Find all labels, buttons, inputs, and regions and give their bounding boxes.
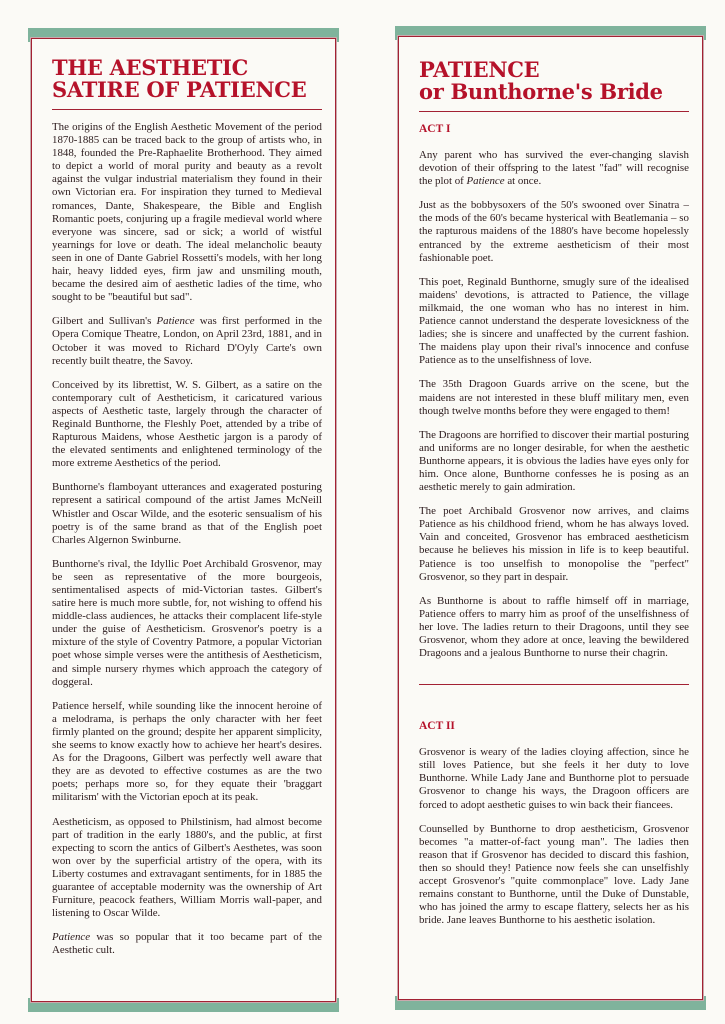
- right-synopsis-panel: [398, 36, 703, 1000]
- act1-paragraph-1: [419, 149, 689, 188]
- left-title-line1: THE AESTHETIC: [52, 55, 248, 80]
- left-paragraph-5: Bunthorne's rival, the Idyllic Poet Archibald Grosvenor, may be seen as representative of the more bourgeois, sentimentalised aspects of mid-Victorian tastes. Gilbert's satire here is much more subtle, for, not wishing to offend his middle-class audiences, he attacks their complacent life-style under the guise of Aestheticism. Grosvenor's poetry is a mixture of the style of Coventry Patmore, a popular Victorian poet whose simple verses were the antithesis of Aestheticism, and simple nursery rhymes which approach the category of doggeral.: [52, 557, 322, 688]
- left-p2-after: was first performed in the Opera Comique Theatre, London, on April 23rd, 1881, and in October it was moved to Richard D'Oyly Carte's own recently built theatre, the Savoy.: [52, 315, 322, 367]
- left-paragraph-4: Bunthorne's flamboyant utterances and exagerated posturing represent a satirical compound of the artist James McNeill Whistler and Oscar Wilde, and the esoteric sensualism of his poetry is of the same brand as that of the English poet Charles Algernon Swinburne.: [52, 481, 322, 546]
- right-synopsis-body: [419, 59, 689, 938]
- left-paragraph-7: Aestheticism, as opposed to Philstinism, had almost become part of tradition in the early 1880's, and the public, at first expecting to scorn the antics of Gilbert's Aesthetes, was soon won over by the superficial artistry of the opera, with its Liberty costumes and extravagant sentiments, for in 1885 the guarantee of acceptable modernity was the ownership of Art Furniture, peacock feathers, William Morris wall-paper, and listening to Oscar Wilde.: [52, 815, 322, 920]
- act-one-heading: ACT I: [419, 123, 451, 135]
- right-synopsis-title: [419, 59, 689, 103]
- left-last-after: was so popular that it too became part of the Aesthetic cult.: [52, 931, 322, 957]
- left-article-title: [52, 57, 322, 101]
- act-two-heading: ACT II: [419, 720, 455, 733]
- left-p2-italic-title: Patience: [156, 315, 195, 328]
- act1-p1-after: at once.: [504, 175, 542, 188]
- left-p2-before: Gilbert and Sullivan's: [52, 315, 157, 328]
- act2-paragraph-2: Counselled by Bunthorne to drop aestheticism, Grosvenor becomes "a matter-of-fact young man". The ladies then reason that if Grosvenor has decided to discard this fashion, then so should they! Patience now feels she can unselfishly accept Grosvenor's "quite commonplace" love. Lady Jane remains constant to Bunthorne, until the Duke of Dunstable, who has joined the army to escape flattery, selects her as his bride. Jane leaves Bunthorne to his aesthetic isolation.: [419, 822, 689, 927]
- act1-p1-italic-title: Patience: [466, 175, 505, 188]
- act2-paragraph-1: Grosvenor is weary of the ladies cloying affection, since he still loves Patience, but she feels it her duty to love Bunthorne. While Lady Jane and Bunthorne plot to persuade Grosvenor to change his ways, the Dragoon officers are forced to adopt aesthetic guises to win back their fiancees.: [419, 746, 689, 811]
- act1-paragraph-6: The poet Archibald Grosvenor now arrives, and claims Patience as his childhood friend, whom he has always loved. Vain and conceited, Grosvenor has embraced aestheticism because he believes his mission in life is to keep beautiful. Patience is too unselfish to monopolise the "perfect" Grosvenor, so they part in despair.: [419, 505, 689, 583]
- act1-paragraph-4: The 35th Dragoon Guards arrive on the scene, but the maidens are not interested in these bluff military men, even though twelve months before they were engaged to them!: [419, 378, 689, 417]
- act1-paragraph-2: Just as the bobbysoxers of the 50's swooned over Sinatra – the mods of the 60's became hysterical with Beatlemania – so the rapturous maidens of the 1880's have become hopelessly entranced by the extreme aestheticism of their most fashionable poet.: [419, 199, 689, 264]
- act1-paragraph-3: This poet, Reginald Bunthorne, smugly sure of the idealised maidens' devotions, is attracted to Patience, the village milkmaid, the one woman who has no interest in him. Patience cannot understand the desperate lovesickness of the ladies; she is sincere and unaffected by the current fashion. The maidens play upon their rival's innocence and confuse Patience as to the unselfishness of love.: [419, 275, 689, 367]
- left-paragraph-6: Patience herself, while sounding like the innocent heroine of a melodrama, is perhaps the only character with her feet firmly planted on the ground; despite her apparent simplicity, she seems to know exactly how to achieve her heart's desires. As for the Dragoons, Gilbert was perfectly well aware that they are as devoted to effective costumes as are the two poets; perhaps more so, for they equate their 'braggart militarism' with the Victorian epoch at its peak.: [52, 699, 322, 804]
- right-title-line1: PATIENCE: [419, 57, 540, 82]
- act-divider-rule: [419, 684, 689, 685]
- left-paragraph-8: [52, 931, 322, 957]
- right-title-rule: [419, 111, 689, 112]
- left-title-rule: [52, 109, 322, 110]
- act1-p1-before: Any parent who has survived the ever-changing slavish devotion of their offspring to the latest "fad" will recognise the plot of: [419, 149, 689, 188]
- act1-paragraph-5: The Dragoons are horrified to discover their martial posturing and uniforms are no longer desirable, for when the aesthetic Bunthorne appears, it is obvious the ladies have eyes only for him. Once alone, Bunthorne confesses he is posing as an aesthetic merely to gain admiration.: [419, 428, 689, 494]
- left-title-line2: SATIRE OF PATIENCE: [52, 77, 307, 102]
- left-article-body: [52, 57, 322, 968]
- right-title-line2: or Bunthorne's Bride: [419, 79, 663, 104]
- left-last-italic-title: Patience: [52, 931, 91, 944]
- act1-paragraph-7: As Bunthorne is about to raffle himself off in marriage, Patience offers to marry him as proof of the unselfishness of her love. The ladies return to their Dragoons, until they see Grosvenor, whom they adore at once, leaving the bewildered Dragoons and a jealous Bunthorne to nurse their chagrin.: [419, 594, 689, 660]
- left-article-panel: [31, 38, 336, 1002]
- left-paragraph-1: The origins of the English Aesthetic Movement of the period 1870-1885 can be traced back to the group of artists who, in 1848, founded the Pre-Raphaelite Brotherhood. They aimed to depict a world of moral purity and beauty as a revolt against the vulgar industrial materialism they found in their own Victorian era. For inspiration they turned to Medieval romances, Dante, Shakespeare, the Bible and English Romantic poets, conjuring up a fragile medieval world where everyone was sincere, sad or sick; a world of wistful yearnings for love or death. The ideal melancholic beauty seen in one of Dante Gabriel Rossetti's models, with her long hair, heavy lidded eyes, firm jaw and unsmiling mouth, became the desired aim of aesthetic ladies of the time, who sought to be "beautiful but sad".: [52, 121, 322, 304]
- left-paragraph-3: Conceived by its librettist, W. S. Gilbert, as a satire on the contemporary cult of Aestheticism, it caricatured various aspects of Aesthetic taste, largely through the character of Reginald Bunthorne, the Fleshly Poet, attended by a tribe of Rapturous Maidens, whose Aesthetic jargon is a parody of the elevated sentiments and enlightened terminology of the more extreme Aesthetics of the period.: [52, 378, 322, 470]
- left-paragraph-2: [52, 315, 322, 367]
